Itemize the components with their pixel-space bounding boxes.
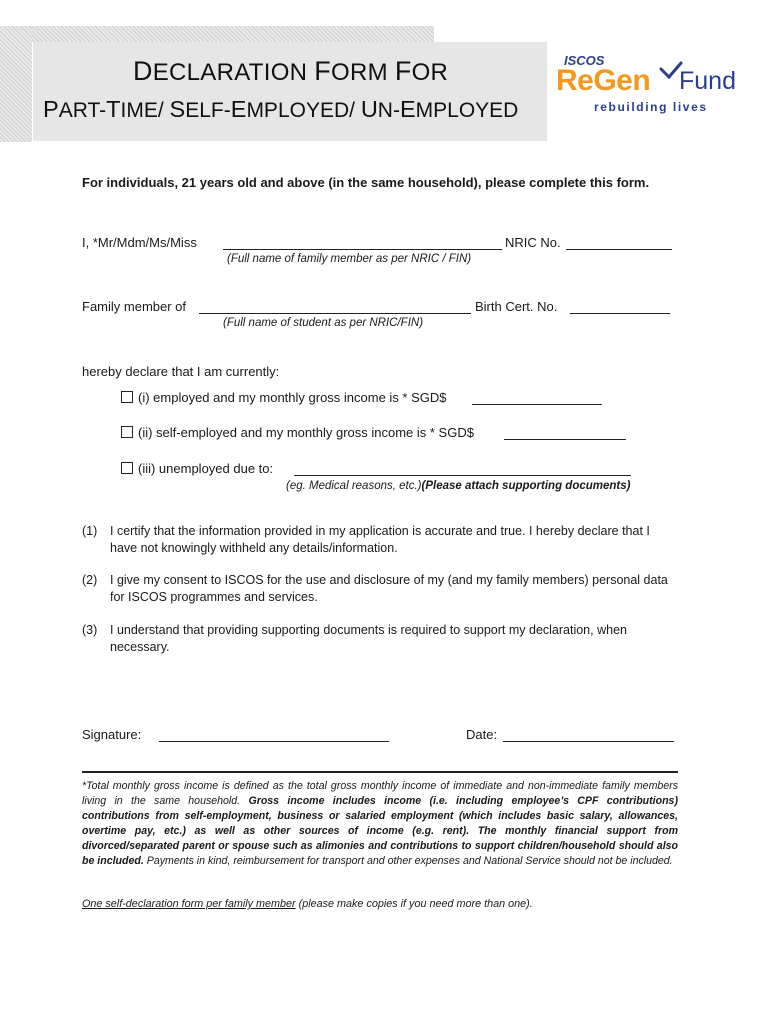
checkbox-self-employed[interactable] (121, 426, 133, 438)
declare-intro: hereby declare that I am currently: (82, 364, 280, 379)
student-name-field[interactable] (199, 313, 471, 314)
option-employed-label: (i) employed and my monthly gross income is * SGD$ (138, 390, 447, 405)
checkbox-employed[interactable] (121, 391, 133, 403)
form-title-line2: PART-TIME/ SELF-EMPLOYED/ UN-EMPLOYED (43, 96, 519, 122)
family-member-label: Family member of (82, 299, 187, 314)
logo-tagline: rebuilding lives (594, 100, 708, 114)
self-employed-income-field[interactable] (504, 439, 626, 440)
option-employed (121, 390, 447, 405)
salutation-label: I, *Mr/Mdm/Ms/Miss (82, 235, 197, 250)
logo-iscos-text: ISCOS (564, 53, 605, 68)
nric-field[interactable] (566, 249, 672, 250)
intro-text: For individuals, 21 years old and above (in the same household), please complete this form. (82, 175, 650, 190)
nric-label: NRIC No. (505, 235, 561, 250)
statement-2: (2) I give my consent to ISCOS for the use and disclosure of my (and my family members) personal data for ISCOS programmes and services. (82, 573, 668, 604)
form-title-line1: DECLARATION FORM FOR (133, 56, 449, 86)
header-hatch-side (0, 26, 32, 142)
option-self-employed (121, 425, 474, 440)
full-name-field[interactable] (223, 249, 502, 250)
birth-cert-field[interactable] (570, 313, 670, 314)
iscos-regen-fund-logo (556, 48, 756, 118)
footnote-divider (82, 771, 678, 773)
option-unemployed (121, 461, 273, 476)
signature-field[interactable] (159, 741, 389, 742)
footnote: *Total monthly gross income is defined as the total gross monthly income of immediate and non-immediate family members living in the same household. Gross income includes income (i.e. including employee’s CPF contributions) contributions from self-employment, business or salaried employment (which includes basic salary, allowances, overtime pay, etc.) as well as other sources of income (e.g. rent). The monthly financial support from divorced/separated parent or spouse such as alimonies and contributions to support children/household should also be included. Payments in kind, reimbursement for transport and other expenses and National Service should not be included. (82, 780, 678, 867)
date-label: Date: (466, 727, 498, 742)
signature-label: Signature: (82, 727, 142, 742)
birth-cert-label: Birth Cert. No. (475, 299, 558, 314)
header-hatch-top (0, 26, 434, 42)
unemployed-hint: (eg. Medical reasons, etc.)(Please attach supporting documents) (286, 480, 631, 492)
date-field[interactable] (503, 741, 674, 742)
employed-income-field[interactable] (472, 404, 602, 405)
student-hint: (Full name of student as per NRIC/FIN) (223, 317, 424, 329)
option-self-employed-label: (ii) self-employed and my monthly gross income is * SGD$ (138, 425, 474, 440)
copies-note: One self-declaration form per family member (please make copies if you need more than one). (82, 898, 533, 910)
statement-1: (1) I certify that the information provided in my application is accurate and true. I hereby declare that I have not knowingly withheld any details/information. (82, 524, 650, 555)
logo-regen-text: ReGen (556, 64, 651, 97)
title-box (33, 42, 547, 141)
unemployed-reason-field[interactable] (294, 475, 631, 476)
statement-3: (3) I understand that providing supporting documents is required to support my declaration, when necessary. (82, 623, 627, 654)
checkbox-unemployed[interactable] (121, 462, 133, 474)
logo-fund-text: Fund (679, 67, 736, 95)
option-unemployed-label: (iii) unemployed due to: (138, 461, 274, 476)
name-hint: (Full name of family member as per NRIC / FIN) (227, 253, 472, 265)
